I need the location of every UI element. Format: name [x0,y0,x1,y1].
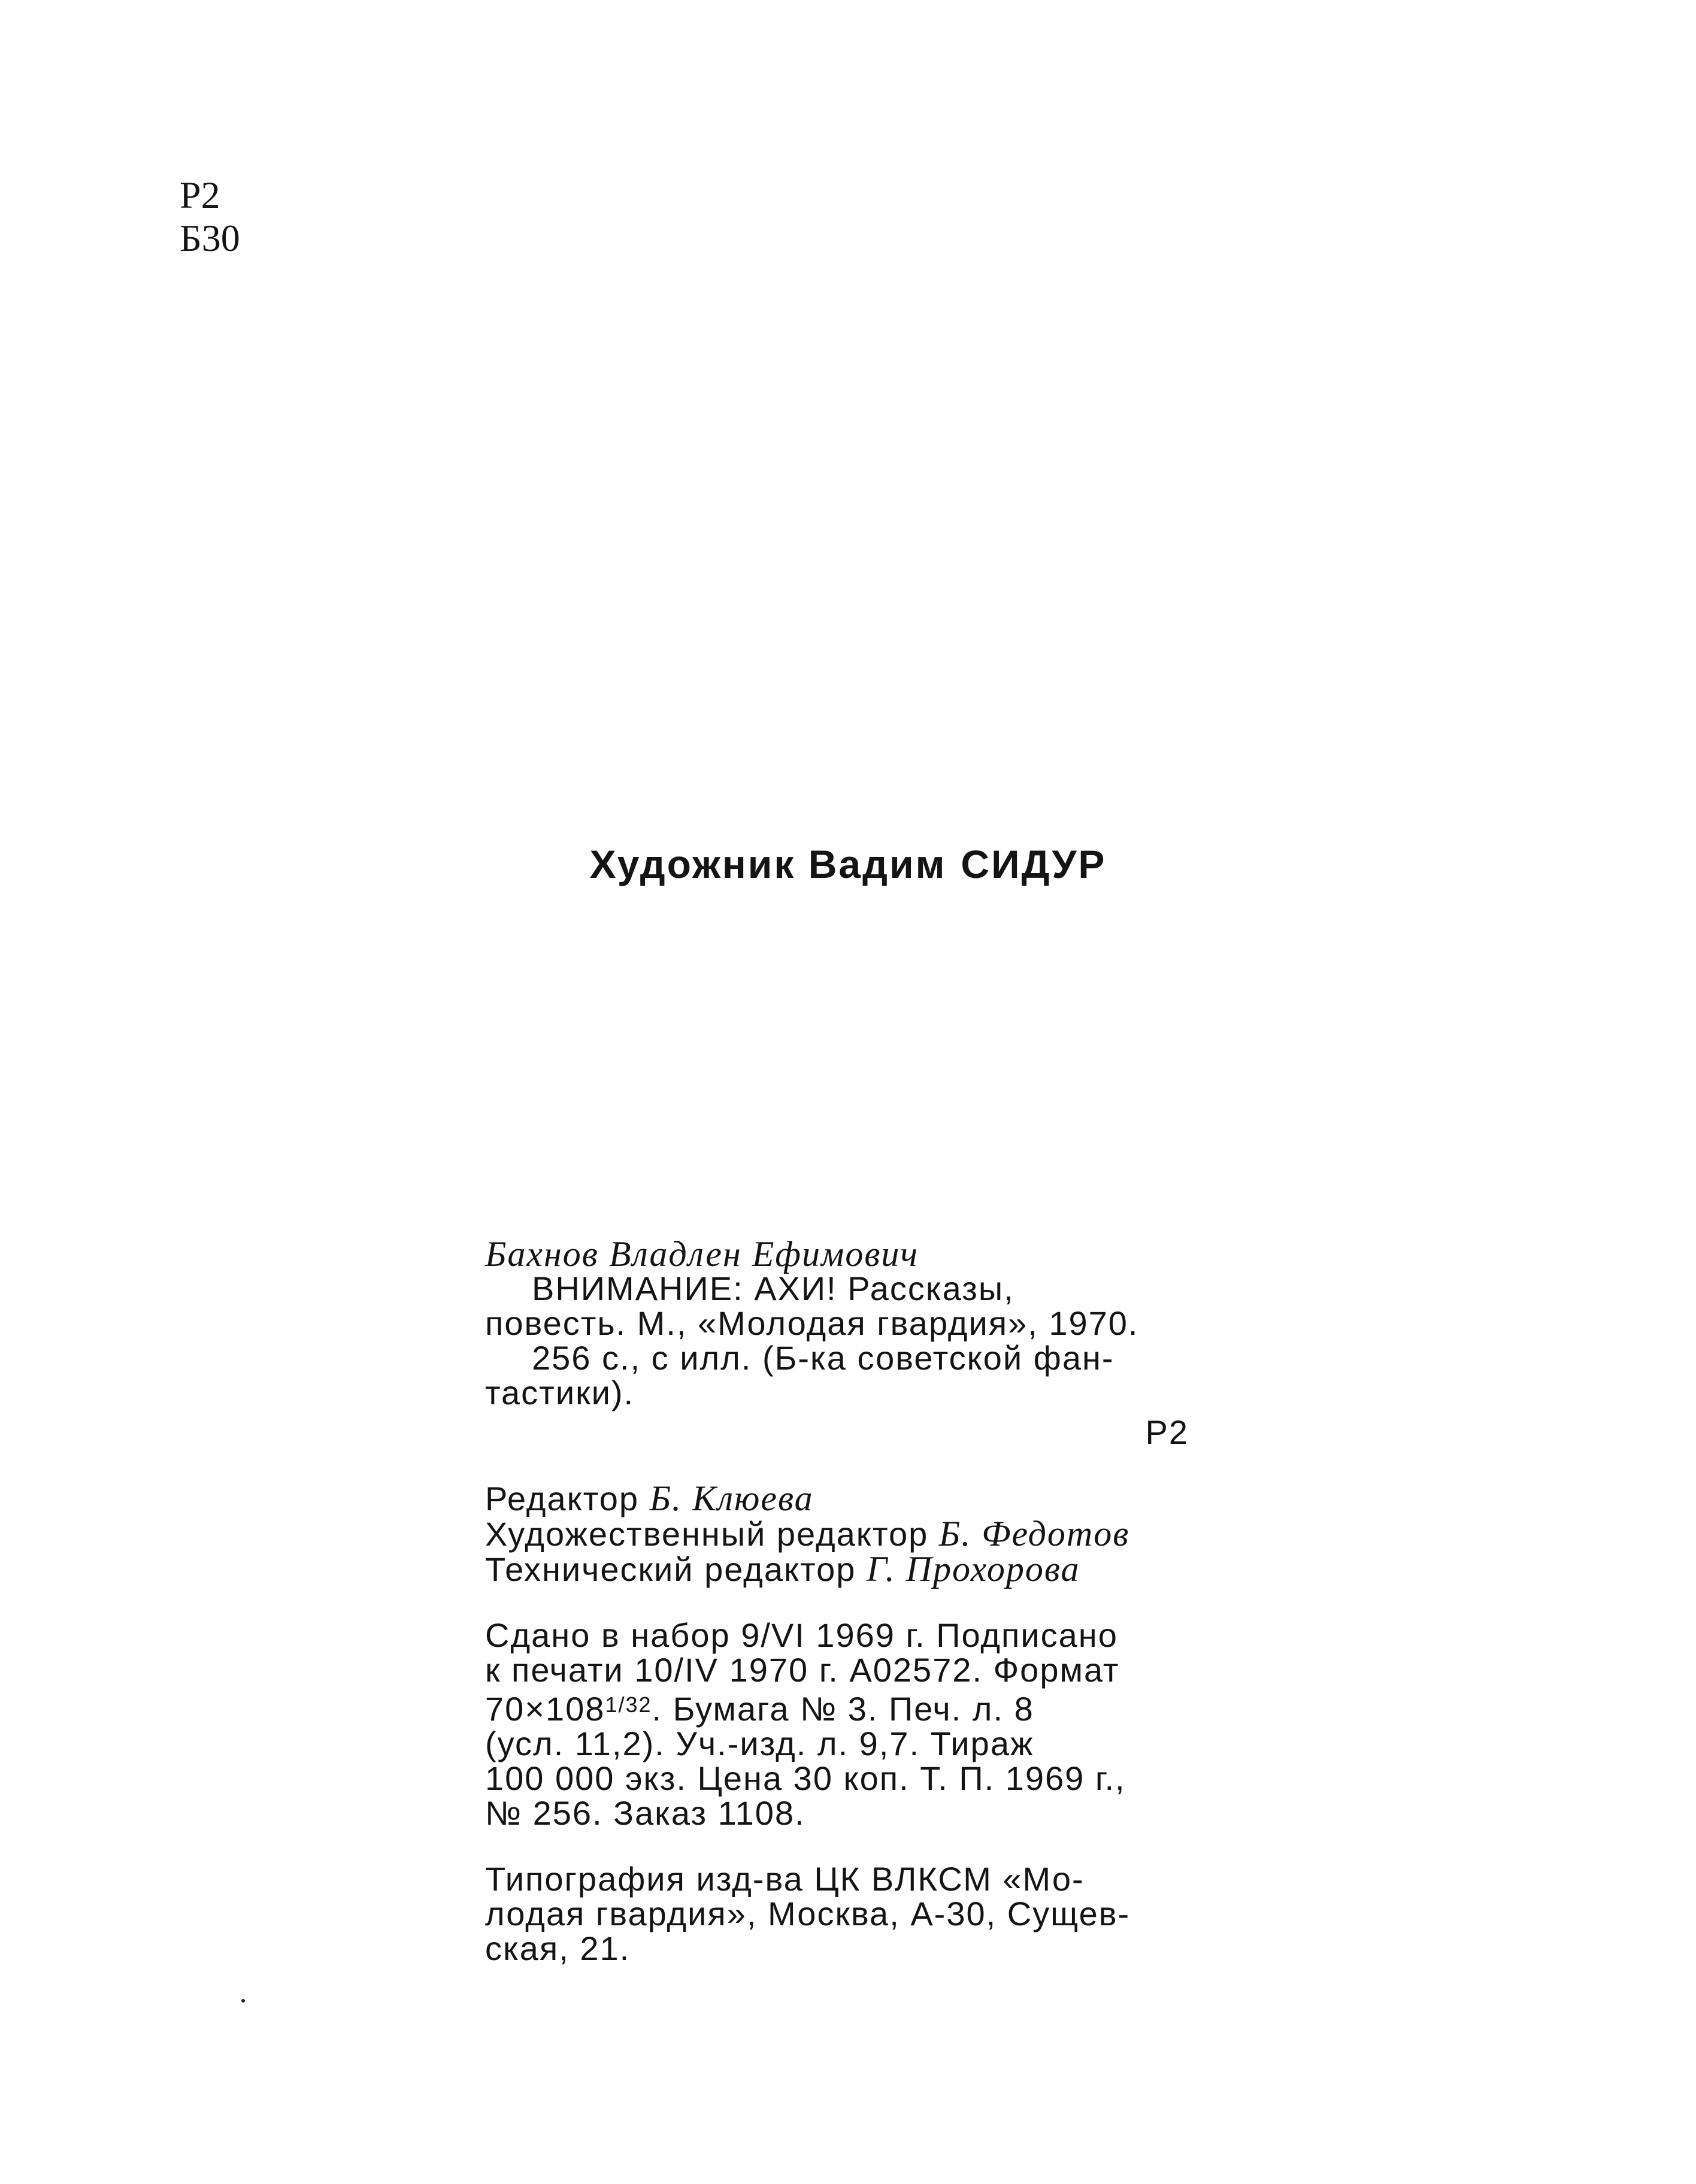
classification-block [180,174,240,260]
imprint-line: Сдано в набор 9/VI 1969 г. Подписано [485,1616,1118,1654]
credit-name: Г. Прохорова [867,1549,1080,1589]
credit-name: Б. Федотов [938,1514,1130,1553]
classification-index: Р2 [180,174,220,216]
credit-role: Редактор [485,1480,640,1517]
imprint-line: к печати 10/IV 1970 г. А02572. Формат [485,1651,1120,1689]
artist-label: Художник Вадим [589,842,947,886]
bbk-index: Р2 [1145,1413,1189,1451]
author-mark: Б30 [180,217,240,259]
imprint-line: 100 000 экз. Цена 30 коп. Т. П. 1969 г., [485,1759,1126,1797]
format-fraction: 1/32 [605,1692,652,1717]
imprint-line: № 256. Заказ 1108. [485,1794,805,1832]
artist-credit [0,841,1696,887]
bibliographic-publication-line: повесть. М., «Молодая гвардия», 1970. [485,1304,1139,1342]
credit-role: Технический редактор [485,1550,856,1588]
colophon [485,1234,1189,1967]
bibliographic-title-line: ВНИМАНИЕ: АХИ! Рассказы, [532,1270,1014,1307]
bibliographic-author: Бахнов Владлен Ефимович [485,1234,919,1274]
paper-info: . Бумага № 3. Печ. л. 8 [652,1690,1034,1728]
ink-speck [241,1999,245,2003]
credit-editor [485,1481,1189,1516]
credit-tech-editor [485,1549,1189,1589]
artist-surname: СИДУР [961,842,1107,886]
bibliographic-series-line: тастики). [485,1374,635,1411]
format-size: 70×108 [485,1690,605,1728]
credit-art-editor [485,1516,1189,1552]
printer-line: ская, 21. [485,1929,631,1967]
bibliographic-pages-line: 256 с., с илл. (Б-ка советской фан- [532,1339,1114,1377]
imprint-line: (усл. 11,2). Уч.-изд. л. 9,7. Тираж [485,1725,1034,1762]
credit-role: Художественный редактор [485,1515,929,1553]
printer-line: лодая гвардия», Москва, А-30, Сущев- [485,1895,1131,1932]
printer-line: Типография изд-ва ЦК ВЛКСМ «Мо- [485,1860,1085,1898]
imprint-format-line [485,1688,1189,1726]
credit-name: Б. Клюева [649,1479,814,1518]
